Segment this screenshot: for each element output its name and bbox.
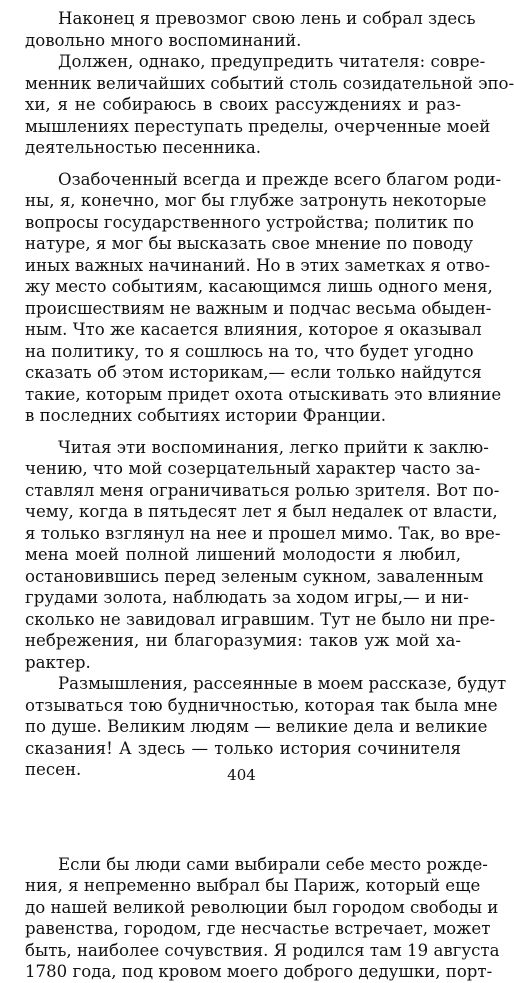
- text-line: песен.: [25, 760, 82, 779]
- text-line: отзываться тою будничностью, которая так была мне: [25, 695, 498, 715]
- text-line: до нашей великой революции был городом свободы и: [25, 897, 499, 917]
- text-line: хи, я не собираюсь в своих рассуждениях и раз-: [25, 95, 461, 114]
- text-line: Должен, однако, предупредить читателя: совре-: [58, 52, 486, 71]
- text-line: ставлял меня ограничиваться ролью зрителя. Вот по-: [25, 480, 500, 500]
- text-line: рактер.: [25, 652, 91, 672]
- text-line: ны, я, конечно, мог бы глубже затронуть некоторые: [25, 191, 487, 210]
- text-line: мышлениях переступать пределы, очерченные моей: [25, 116, 491, 136]
- text-line: чему, когда в пятьдесят лет я был недалек от власти,: [25, 502, 498, 521]
- section-break: [25, 781, 461, 854]
- paragraph-gap: [25, 427, 461, 437]
- text-line: ным. Что же касается влияния, которое я оказывал: [25, 320, 482, 339]
- paragraph-gap: [25, 159, 461, 169]
- text-line: грудами золота, наблюдать за ходом игры,— и ни-: [25, 588, 469, 607]
- text-line: Читая эти воспоминания, легко прийти к заклю-: [58, 437, 489, 457]
- text-line: сказания! А здесь — только история сочинителя: [25, 738, 461, 758]
- text-line: сказать об этом историкам,— если только найдутся: [25, 363, 482, 382]
- text-line: иных важных начинаний. Но в этих заметках я отво-: [25, 255, 491, 275]
- text-line: сколько не завидовал игравшим. Тут не было ни пре-: [25, 609, 496, 629]
- text-line: такие, которым придет охота отыскивать это влияние: [25, 384, 502, 404]
- text-line: на политику, то я сошлюсь на то, что будет угодно: [25, 341, 474, 361]
- text-line: быть, наиболее сочувствия. Я родился там 19 августа: [25, 940, 500, 960]
- text-line: деятельностью песенника.: [25, 138, 262, 157]
- text-line: в последних событиях истории Франции.: [25, 406, 387, 425]
- paragraph: [25, 8, 476, 51]
- text-line: довольно много воспоминаний.: [25, 30, 302, 50]
- paragraph: [25, 854, 500, 983]
- page-number: 404: [227, 766, 256, 784]
- text-line: небрежения, ни благоразумия: таков уж мой ха-: [25, 631, 461, 650]
- text-line: я только взглянул на нее и прошел мимо. Так, во вре-: [25, 523, 501, 543]
- text-line: Размышления, рассеянные в моем рассказе, будут: [58, 674, 507, 693]
- text-line: мена моей полной лишений молодости я любил,: [25, 545, 461, 564]
- text-line: чению, что мой созерцательный характер часто за-: [25, 459, 481, 478]
- text-line: равенства, городом, где несчастье встречает, может: [25, 919, 491, 938]
- paragraph: [25, 673, 507, 781]
- text-line: остановившись перед зеленым сукном, заваленным: [25, 566, 484, 586]
- text-line: по душе. Великим людям — великие дела и великие: [25, 717, 488, 736]
- paragraph: [25, 169, 502, 427]
- text-line: натуре, я мог бы высказать свое мнение по поводу: [25, 234, 473, 253]
- text-line: 1780 года, под кровом моего доброго дедушки, порт-: [25, 962, 493, 981]
- text-line: вопросы государственного устройства; политик по: [25, 212, 475, 232]
- text-line: происшествиям не важным и подчас весьма обыден-: [25, 298, 492, 318]
- text-line: ния, я непременно выбрал бы Париж, который еще: [25, 876, 481, 895]
- text-line: менник величайших событий столь созидательной эпо-: [25, 73, 514, 93]
- text-line: жу место событиям, касающимся лишь одного меня,: [25, 277, 493, 296]
- text-line: Наконец я превозмог свою лень и собрал здесь: [58, 9, 476, 28]
- text-line: Если бы люди сами выбирали себе место рожде-: [58, 854, 488, 874]
- paragraph: [25, 51, 514, 159]
- paragraph: [25, 437, 501, 674]
- text-line: Озабоченный всегда и прежде всего благом роди-: [58, 169, 502, 189]
